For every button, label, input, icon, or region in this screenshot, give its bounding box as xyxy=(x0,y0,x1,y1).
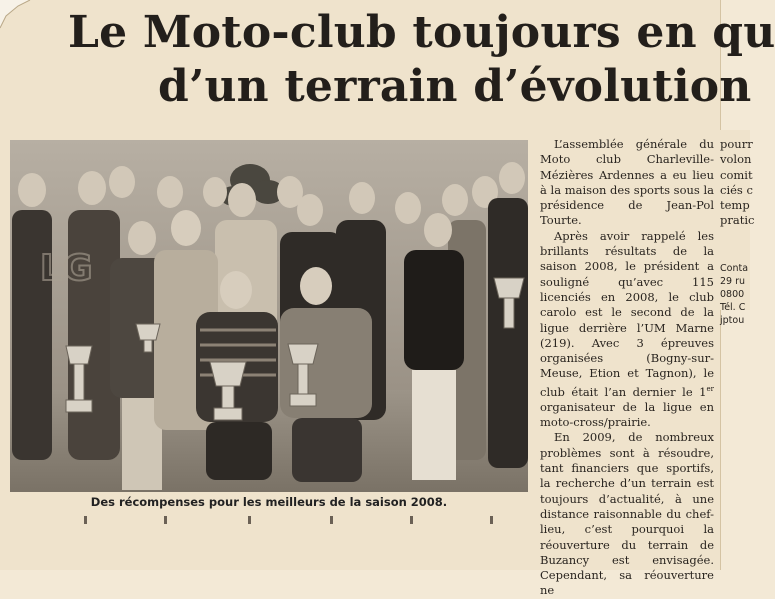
side-line: temp xyxy=(720,198,750,213)
side-line: ciés c xyxy=(720,182,753,197)
contact-line: 29 ru xyxy=(720,276,746,287)
adjacent-contact-fragment xyxy=(720,262,750,327)
photo-caption: Des récompenses pour les meilleurs de la saison 2008. xyxy=(90,495,448,509)
contact-line: Conta xyxy=(720,263,749,274)
headline-line-2: d’un terrain d’évolution xyxy=(158,61,752,112)
headline-line-1: Le Moto-club toujours en qu xyxy=(68,7,775,58)
paragraph-1: L’assemblée générale du Moto club Charleville-Mézières Ardennes a eu lieu à la maison des sports sous la présidence de Jean-Pol Tourte. xyxy=(540,137,714,228)
contact-line: 0800 xyxy=(720,289,745,300)
article-body xyxy=(540,137,714,599)
group-photo-illustration xyxy=(10,140,528,492)
side-line: pourr xyxy=(720,137,753,151)
contact-line: Tél. C xyxy=(720,302,746,313)
svg-text:LG: LG xyxy=(40,248,93,289)
side-line: comit xyxy=(720,167,753,182)
group-photo xyxy=(10,140,528,492)
side-line: pratic xyxy=(720,213,755,228)
side-line: volon xyxy=(720,152,752,167)
adjacent-article-fragment xyxy=(720,137,755,229)
article-headline xyxy=(10,6,775,114)
paragraph-2: Après avoir rappelé les brillants résultats de la saison 2008, le président a souligné qu’avec 115 licenciés en 2008, le club carolo est le second de la ligue derrière l’UM Marne (219). Avec 3 épreuves organisées (Bogny-sur-Meuse, Etion et Tagnon), le club était l’an dernier le 1er organisateur de la ligue en moto-cross/prairie. xyxy=(540,228,714,430)
paragraph-3: En 2009, de nombreux problèmes sont à résoudre, tant financiers que sportifs, la recherche d’un terrain est toujours d’actualité, à une distance raisonnable du chef-lieu, c’est pourquoi la réouverture du terrain de Buzancy est envisagée. Cependant, sa réouverture ne xyxy=(540,430,714,598)
contact-line: jptou xyxy=(720,315,745,326)
